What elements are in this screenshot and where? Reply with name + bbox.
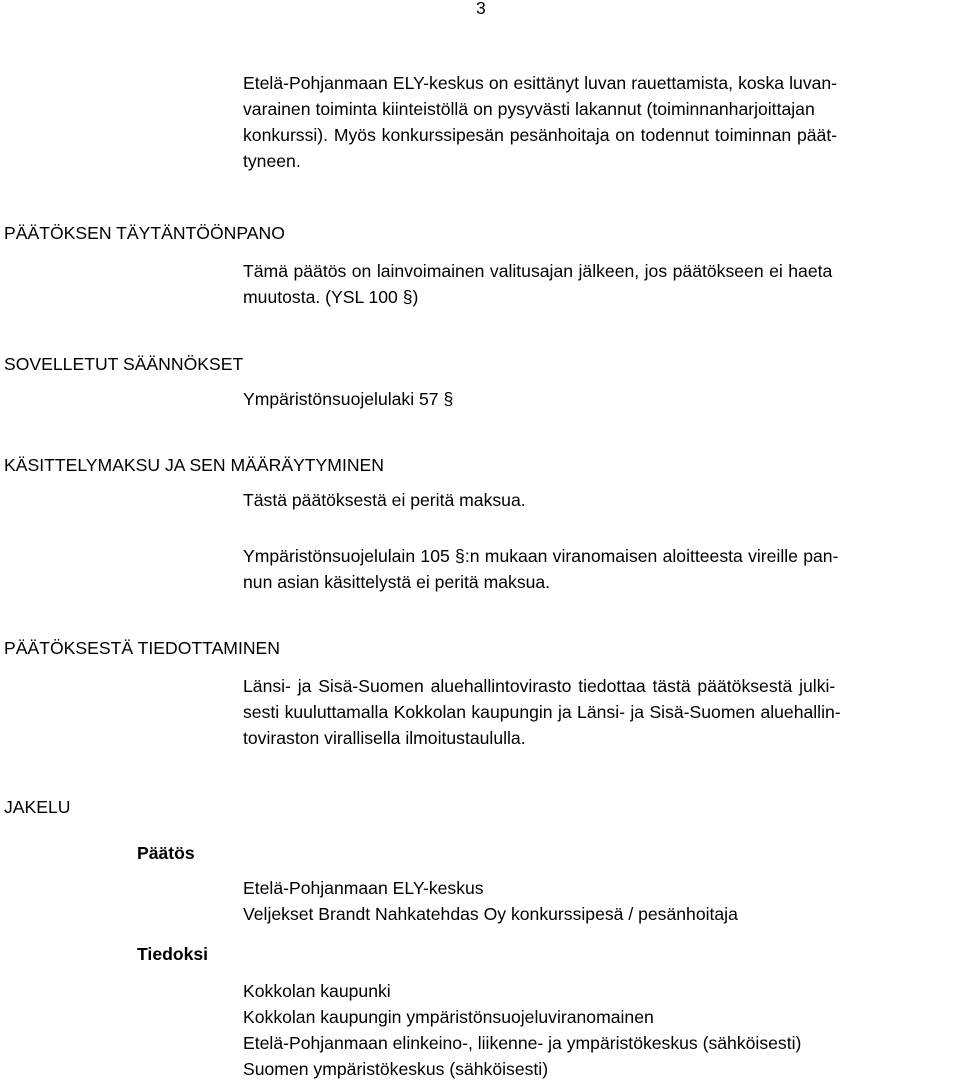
recipient-item: Kokkolan kaupunki	[243, 981, 391, 1001]
intro-line: tyneen.	[243, 151, 301, 171]
text-line: toviraston virallisella ilmoitustaululla.	[243, 728, 526, 748]
text-line: Ympäristönsuojelulain 105 §:n mukaan viranomaisen aloitteesta vireille pan-	[243, 546, 839, 566]
section-text-sovelletut-saannokset: Ympäristönsuojelulaki 57 §	[243, 389, 454, 409]
recipient-item: Etelä-Pohjanmaan ELY-keskus	[243, 878, 484, 898]
recipient-item: Veljekset Brandt Nahkatehdas Oy konkurssipesä / pesänhoitaja	[243, 904, 738, 924]
paatos-recipients	[243, 875, 738, 927]
text-line: sesti kuuluttamalla Kokkolan kaupungin ja Länsi- ja Sisä-Suomen aluehallin-	[243, 702, 841, 722]
jakelu-heading: JAKELU	[4, 797, 71, 817]
intro-line: Etelä-Pohjanmaan ELY-keskus on esittänyt luvan rauettamista, koska luvan-	[243, 73, 838, 93]
section-heading-taytantoonpano: PÄÄTÖKSEN TÄYTÄNTÖÖNPANO	[4, 223, 285, 243]
section-heading-tiedottaminen: PÄÄTÖKSESTÄ TIEDOTTAMINEN	[4, 638, 281, 658]
section-heading-sovelletut-saannokset: SOVELLETUT SÄÄNNÖKSET	[4, 354, 244, 374]
intro-line: konkurssi). Myös konkurssipesän pesänhoitaja on todennut toiminnan päät-	[243, 125, 838, 145]
recipient-item: Kokkolan kaupungin ympäristönsuojeluviranomainen	[243, 1007, 654, 1027]
intro-paragraph	[243, 70, 837, 174]
text-line: Länsi- ja Sisä-Suomen aluehallintovirasto tiedottaa tästä päätöksestä julki-	[243, 676, 836, 696]
text-line: Tämä päätös on lainvoimainen valitusajan jälkeen, jos päätökseen ei haeta	[243, 261, 833, 281]
paatos-label: Päätös	[137, 843, 195, 863]
recipient-item: Suomen ympäristökeskus (sähköisesti)	[243, 1059, 549, 1079]
recipient-item: Etelä-Pohjanmaan elinkeino-, liikenne- ja ympäristökeskus (sähköisesti)	[243, 1033, 802, 1053]
page-number: 3	[476, 0, 486, 18]
section-text-taytantoonpano	[243, 258, 832, 310]
section-heading-kasittelymaksu: KÄSITTELYMAKSU JA SEN MÄÄRÄYTYMINEN	[4, 455, 384, 475]
text-line: muutosta. (YSL 100 §)	[243, 287, 419, 307]
tiedoksi-recipients	[243, 978, 801, 1082]
section-text-kasittelymaksu: Tästä päätöksestä ei peritä maksua.	[243, 490, 526, 510]
section-text-tiedottaminen	[243, 673, 841, 751]
text-line: nun asian käsittelystä ei peritä maksua.	[243, 572, 551, 592]
tiedoksi-label: Tiedoksi	[137, 944, 209, 964]
section-text-kasittelymaksu-2	[243, 543, 838, 595]
intro-line: varainen toiminta kiinteistöllä on pysyvästi lakannut (toiminnanharjoittajan	[243, 99, 815, 119]
